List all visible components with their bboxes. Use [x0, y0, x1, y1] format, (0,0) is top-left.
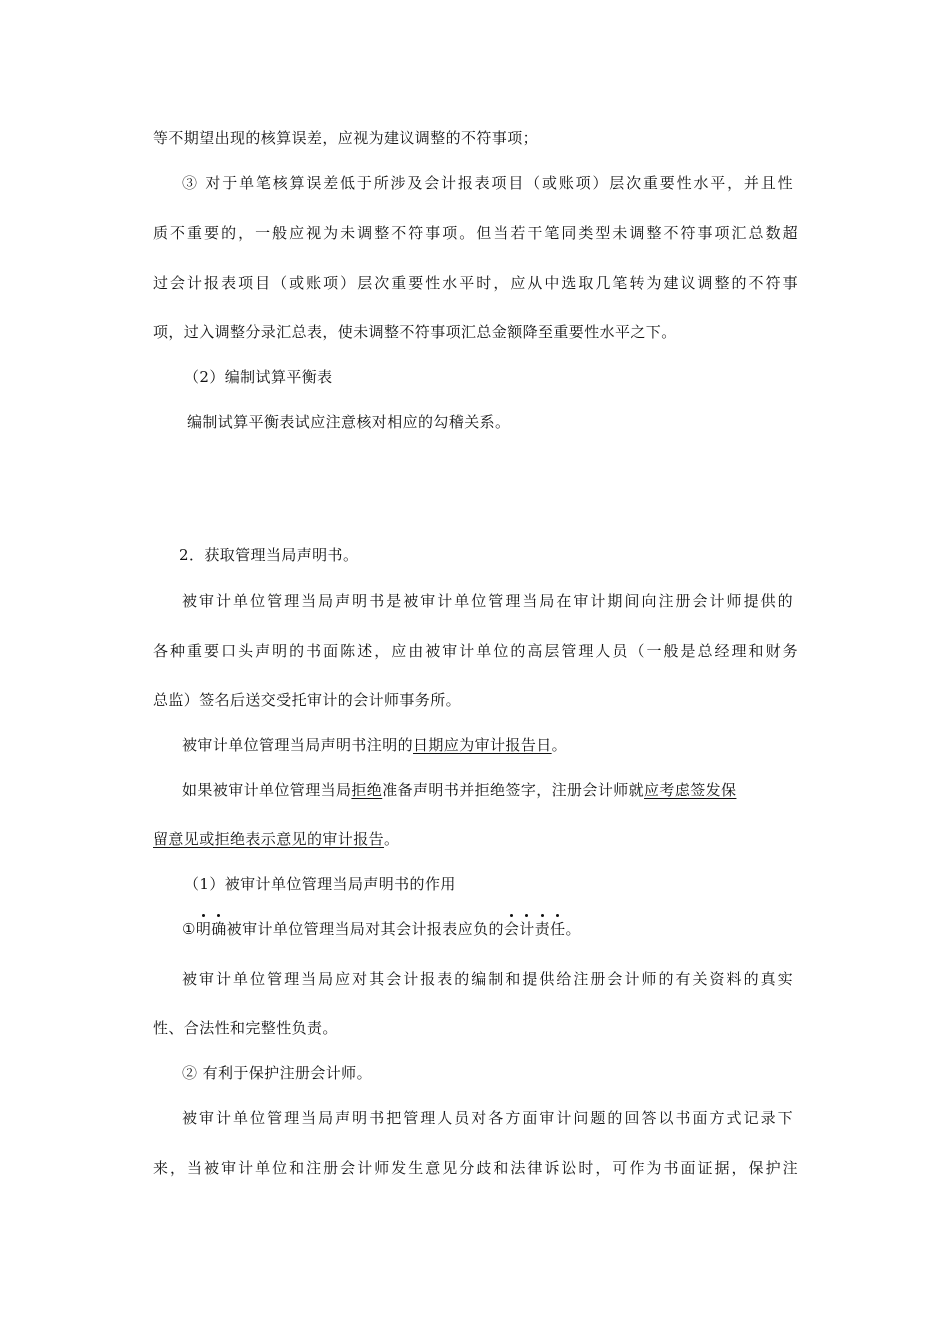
- text-run: 。: [551, 736, 568, 754]
- paragraph-line: 过会计报表项目（或账项）层次重要性水平时，应从中选取几笔转为建议调整的不符事: [153, 274, 798, 292]
- paragraph-line: 质不重要的，一般应视为未调整不符事项。但当若干笔同类型未调整不符事项汇总数超: [153, 224, 798, 242]
- paragraph-line: 编制试算平衡表试应注意核对相应的勾稽关系。: [187, 413, 511, 431]
- paragraph-line: [153, 829, 798, 849]
- emphasis-char: 责: [534, 920, 551, 938]
- list-item-2: ② 有利于保护注册会计师。: [182, 1064, 372, 1082]
- emphasis-dotted-text: [196, 920, 227, 938]
- paragraph-line: 被审计单位管理当局声明书是被审计单位管理当局在审计期间向注册会计师提供的: [182, 592, 793, 610]
- text-run: 准备声明书并拒绝签字，注册会计师就: [382, 781, 645, 799]
- underlined-text: 应考虑签发保: [644, 781, 737, 799]
- emphasis-dotted-text: [504, 920, 566, 938]
- text-run: ①: [182, 920, 196, 938]
- paragraph-line: [182, 735, 827, 755]
- paragraph-line: 来，当被审计单位和注册会计师发生意见分歧和法律诉讼时，可作为书面证据，保护注: [153, 1159, 798, 1177]
- text-run: 被审计单位管理当局声明书注明的: [182, 736, 414, 754]
- text-run: 。: [565, 920, 581, 938]
- emphasis-char: 计: [519, 920, 535, 938]
- section-heading-role: （1）被审计单位管理当局声明书的作用: [184, 875, 456, 893]
- underlined-text: 拒绝: [351, 781, 383, 799]
- paragraph-line: 等不期望出现的核算误差，应视为建议调整的不符事项；: [153, 129, 539, 147]
- paragraph-line: 性、合法性和完整性负责。: [153, 1019, 338, 1037]
- section-heading-management-representation: 2．获取管理当局声明书。: [179, 546, 359, 564]
- emphasis-char: 任: [550, 920, 566, 938]
- paragraph-line: 被审计单位管理当局应对其会计报表的编制和提供给注册会计师的有关资料的真实: [182, 970, 793, 988]
- list-item-1: [182, 919, 827, 939]
- paragraph-line: 项，过入调整分录汇总表，使未调整不符事项汇总金额降至重要性水平之下。: [153, 323, 677, 341]
- list-item-3: ③ 对于单笔核算误差低于所涉及会计报表项目（或账项）层次重要性水平，并且性: [182, 174, 793, 192]
- paragraph-line: 被审计单位管理当局声明书把管理人员对各方面审计问题的回答以书面方式记录下: [182, 1109, 793, 1127]
- paragraph-line: 各种重要口头声明的书面陈述，应由被审计单位的高层管理人员（一般是总经理和财务: [153, 642, 798, 660]
- emphasis-char: 确: [211, 920, 227, 938]
- text-run: 。: [384, 830, 400, 848]
- paragraph-line: 总监）签名后送交受托审计的会计师事务所。: [153, 691, 462, 709]
- paragraph-line: [182, 780, 827, 800]
- text-run: 被审计单位管理当局对其会计报表应负的: [226, 920, 504, 938]
- underlined-text: 留意见或拒绝表示意见的审计报告: [153, 830, 385, 848]
- text-run: 如果被审计单位管理当局: [182, 781, 352, 799]
- emphasis-char: 明: [195, 920, 212, 938]
- emphasis-char: 会: [503, 920, 520, 938]
- section-heading-trial-balance: （2）编制试算平衡表: [184, 368, 333, 386]
- underlined-text: 日期应为审计报告日: [413, 736, 552, 754]
